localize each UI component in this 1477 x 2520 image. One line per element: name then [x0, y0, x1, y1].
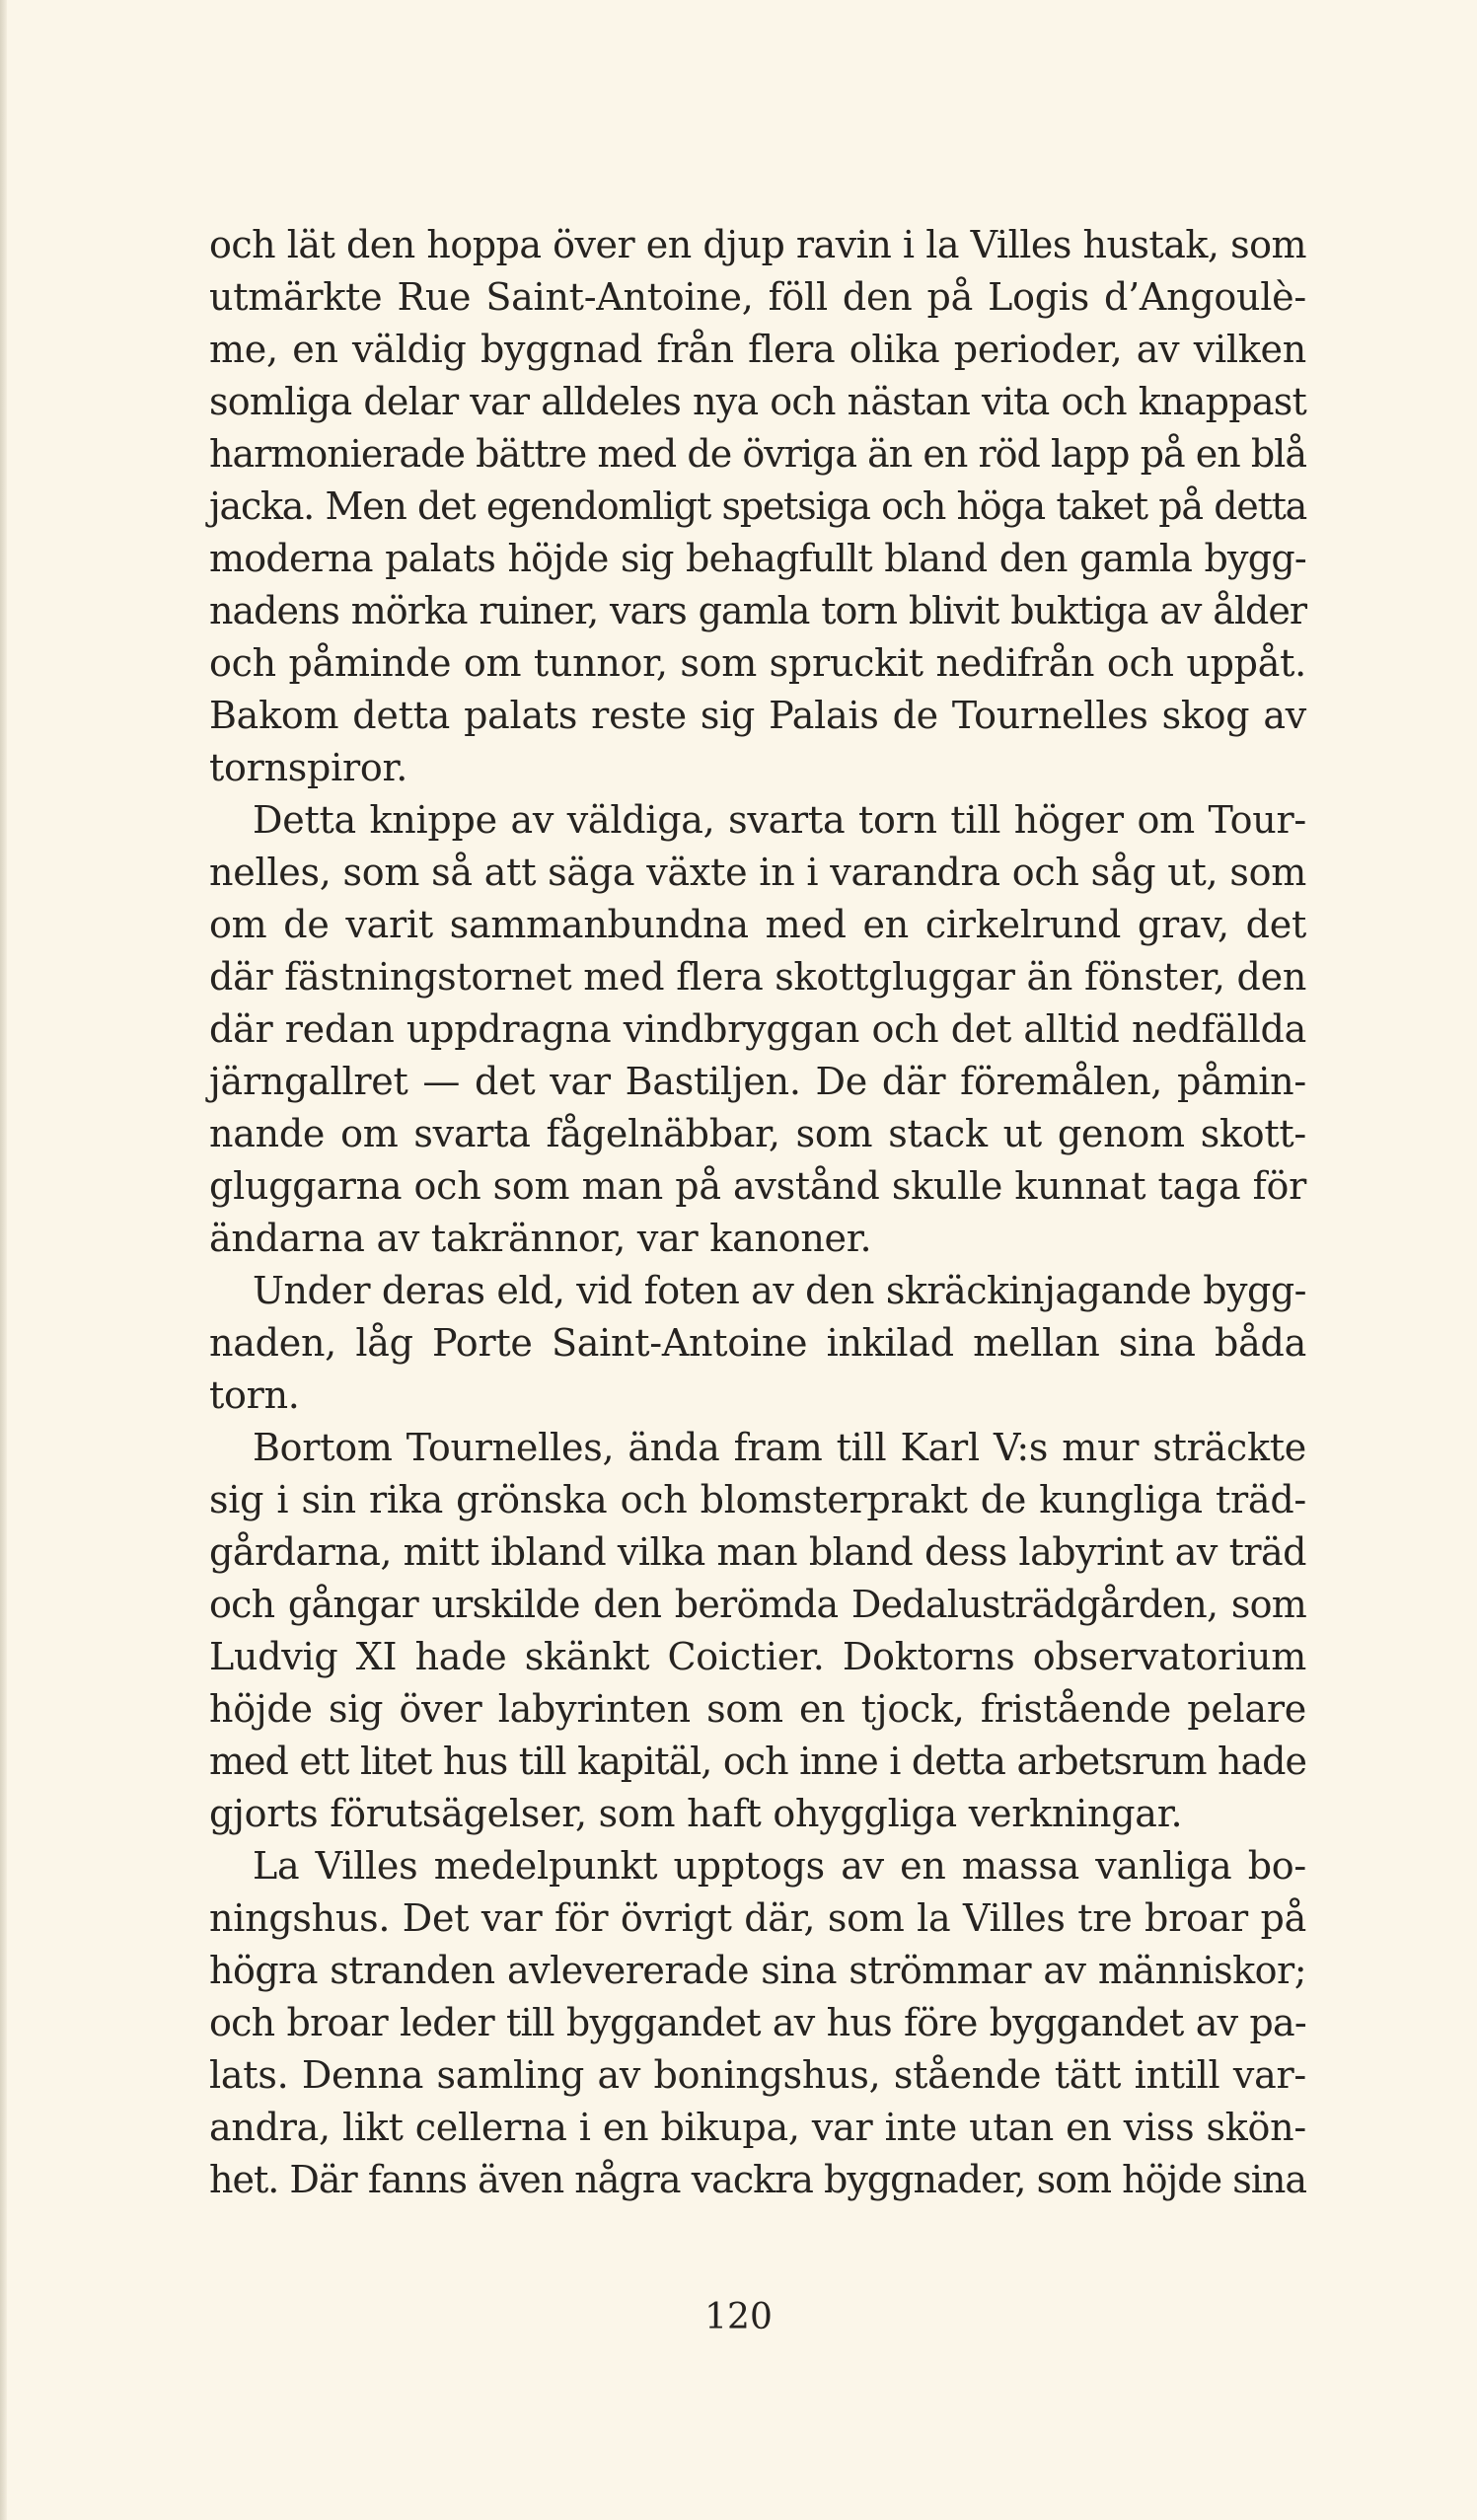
page-number: 120	[704, 2297, 773, 2337]
text-line: andra, likt cellerna i en bikupa, var inte utan en viss skön-	[209, 2106, 1306, 2149]
text-line: gjorts förutsägelser, som haft ohyggliga verkningar.	[209, 1792, 1183, 1835]
text-line: om de varit sammanbundna med en cirkelrund grav, det	[209, 903, 1306, 946]
body-text	[209, 219, 1306, 2206]
page-edge	[0, 0, 7, 2520]
text-line: La Villes medelpunkt upptogs av en massa vanliga bo-	[253, 1844, 1306, 1888]
text-line: högra stranden avlevererade sina strömmar av människor;	[209, 1949, 1306, 1992]
text-line: sig i sin rika grönska och blomsterprakt de kungliga träd-	[209, 1478, 1306, 1521]
text-line: ändarna av takrännor, var kanoner.	[209, 1217, 872, 1260]
text-line: Under deras eld, vid foten av den skräckinjagande bygg-	[253, 1269, 1306, 1312]
text-line: och gångar urskilde den berömda Dedalusträdgården, som	[209, 1583, 1306, 1626]
text-line: naden, låg Porte Saint-Antoine inkilad mellan sina båda	[209, 1321, 1306, 1365]
text-line: het. Där fanns även några vackra byggnader, som höjde sina	[209, 2158, 1306, 2201]
text-line: gluggarna och som man på avstånd skulle kunnat taga för	[209, 1164, 1306, 1208]
text-line: nande om svarta fågelnäbbar, som stack ut genom skott-	[209, 1112, 1306, 1155]
text-line: ningshus. Det var för övrigt där, som la Villes tre broar på	[209, 1896, 1306, 1940]
text-line: harmonierade bättre med de övriga än en röd lapp på en blå	[209, 432, 1306, 476]
text-line: moderna palats höjde sig behagfullt bland den gamla bygg-	[209, 537, 1306, 580]
text-line: och lät den hoppa över en djup ravin i la Villes hustak, som	[209, 223, 1306, 266]
text-line: somliga delar var alldeles nya och nästan vita och knappast	[209, 380, 1306, 423]
text-line: lats. Denna samling av boningshus, stående tätt intill var-	[209, 2053, 1306, 2097]
text-line: utmärkte Rue Saint-Antoine, föll den på Logis d’Angoulè-	[209, 275, 1306, 319]
text-line: och påminde om tunnor, som spruckit nedifrån och uppåt.	[209, 641, 1306, 685]
text-line: me, en väldig byggnad från flera olika perioder, av vilken	[209, 328, 1306, 371]
text-line: med ett litet hus till kapitäl, och inne i detta arbetsrum hade	[209, 1740, 1306, 1783]
text-line: Bakom detta palats reste sig Palais de Tournelles skog av	[209, 694, 1306, 737]
text-line: Ludvig XI hade skänkt Coictier. Doktorns observatorium	[209, 1635, 1306, 1678]
text-line: Bortom Tournelles, ända fram till Karl V:s mur sträckte	[253, 1426, 1306, 1469]
text-line: och broar leder till byggandet av hus före byggandet av pa-	[209, 2001, 1306, 2044]
text-line: gårdarna, mitt ibland vilka man bland dess labyrint av träd	[209, 1530, 1306, 1574]
text-line: tornspiror.	[209, 746, 408, 789]
text-line: nadens mörka ruiner, vars gamla torn blivit buktiga av ålder	[209, 589, 1306, 632]
text-line: järngallret — det var Bastiljen. De där föremålen, påmin-	[209, 1060, 1306, 1103]
text-line: torn.	[209, 1373, 300, 1417]
text-line: jacka. Men det egendomligt spetsiga och höga taket på detta	[209, 484, 1306, 528]
text-line: höjde sig över labyrinten som en tjock, fristående pelare	[209, 1687, 1306, 1731]
text-line: Detta knippe av väldiga, svarta torn till höger om Tour-	[253, 798, 1306, 842]
text-line: nelles, som så att säga växte in i varandra och såg ut, som	[209, 851, 1306, 894]
text-line: där redan uppdragna vindbryggan och det alltid nedfällda	[209, 1007, 1306, 1051]
text-line: där fästningstornet med flera skottgluggar än fönster, den	[209, 955, 1307, 999]
